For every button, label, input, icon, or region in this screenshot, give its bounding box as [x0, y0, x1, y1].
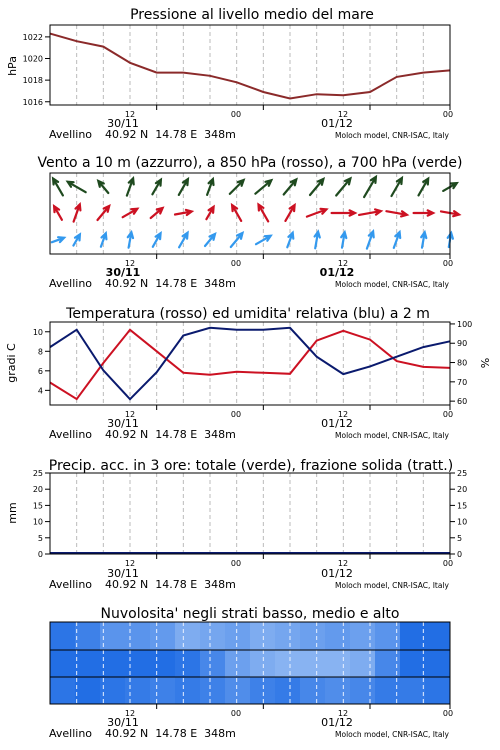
y-tick-label: 100: [457, 319, 473, 329]
y-tick-label: 15: [457, 501, 468, 511]
cloud-cell: [300, 622, 326, 650]
wind-arrow: [392, 178, 402, 196]
y-tick-label: 25: [457, 469, 468, 478]
wind-location: Avellino: [49, 277, 93, 290]
cloud-cell: [250, 650, 276, 677]
cloud-coords: 40.92 N 14.78 E 348m: [105, 727, 236, 740]
wind-arrow: [179, 179, 188, 195]
cloud-cell: [225, 677, 251, 704]
wind-arrow: [315, 232, 320, 249]
y-tick-label: 6: [37, 366, 43, 376]
temp-credit: Moloch model, CNR-ISAC, Italy: [335, 431, 449, 440]
precip-date-label-b: 01/12: [321, 567, 353, 580]
temp-coords: 40.92 N 14.78 E 348m: [105, 428, 236, 441]
cloud-panel: [49, 606, 453, 740]
cloud-cell: [425, 622, 451, 650]
cloud-date-label-a: 30/11: [107, 716, 139, 729]
precip-tick-label-00-b: 00: [442, 559, 454, 568]
y-tick-label: 0: [457, 550, 463, 559]
pressure-yticks: [23, 33, 50, 107]
wind-arrow: [152, 180, 161, 195]
pressure-ylabel: hPa: [6, 56, 19, 76]
cloud-cell: [250, 677, 276, 704]
wind-xticks: [157, 254, 450, 259]
temp-title: Temperatura (rosso) ed umidita' relativa (blu) a 2 m: [66, 306, 430, 322]
cloud-xticks: [157, 704, 450, 709]
wind-title: Vento a 10 m (azzurro), a 850 hPa (rosso), a 700 hPa (verde): [37, 155, 463, 171]
cloud-cell: [425, 650, 451, 677]
y-tick-label: 10: [32, 517, 43, 527]
pressure-coords: 40.92 N 14.78 E 348m: [105, 128, 236, 141]
cloud-cell: [425, 677, 451, 704]
cloud-cell: [50, 677, 76, 704]
precip-ylabel: mm: [6, 502, 19, 524]
cloud-cell: [50, 650, 76, 677]
wind-credit: Moloch model, CNR-ISAC, Italy: [335, 280, 449, 289]
pressure-date-label-a: 30/11: [107, 117, 139, 130]
y-tick-label: 10: [32, 327, 43, 337]
pressure-line: [50, 34, 450, 99]
cloud-cell: [125, 650, 151, 677]
precip-tick-label-00-a: 00: [230, 559, 242, 568]
temp-grid: [77, 322, 424, 405]
cloud-tick-label-12-b: 12: [337, 709, 349, 718]
precip-footer: [49, 559, 453, 591]
cloud-cell: [325, 677, 351, 704]
cloud-date-label-b: 01/12: [321, 716, 353, 729]
temp-panel: [5, 306, 492, 441]
cloud-tick-label-12-a: 12: [124, 709, 136, 718]
cloud-cell: [175, 677, 201, 704]
cloud-cell: [150, 622, 176, 650]
y-tick-label: 20: [32, 485, 43, 495]
pressure-tick-label-00-b: 00: [442, 110, 454, 119]
temp-footer: [49, 410, 453, 441]
wind-tick-label-00-a: 00: [230, 259, 242, 268]
pressure-grid: [77, 25, 424, 105]
cloud-cell: [225, 622, 251, 650]
cloud-cell: [200, 622, 226, 650]
cloud-cell: [75, 677, 101, 704]
pressure-location: Avellino: [49, 128, 93, 141]
cloud-cell: [75, 650, 101, 677]
cloud-cell: [325, 622, 351, 650]
cloud-cell: [125, 677, 151, 704]
cloud-cell: [200, 677, 226, 704]
cloud-cell: [175, 650, 201, 677]
y-tick-label: 80: [457, 358, 468, 368]
precip-title: Precip. acc. in 3 ore: totale (verde), frazione solida (tratt.): [48, 458, 454, 474]
precip-credit: Moloch model, CNR-ISAC, Italy: [335, 581, 449, 590]
cloud-cell: [275, 622, 301, 650]
precip-tick-label-12-b: 12: [337, 559, 349, 568]
y-tick-label: 0: [37, 550, 43, 559]
precip-xticks: [157, 554, 450, 559]
wind-arrow: [52, 237, 64, 242]
cloud-cell: [275, 650, 301, 677]
wind-footer: [49, 259, 453, 290]
temp-date-label-a: 30/11: [107, 417, 139, 430]
cloud-cell: [150, 677, 176, 704]
precip-date-label-a: 30/11: [107, 567, 139, 580]
y-tick-label: 8: [37, 347, 43, 357]
cloud-cell: [275, 677, 301, 704]
wind-panel: [37, 155, 462, 290]
pressure-tick-label-00-a: 00: [230, 110, 242, 119]
pressure-tick-label-12-a: 12: [124, 110, 136, 119]
pressure-title: Pressione al livello medio del mare: [130, 7, 374, 23]
wind-arrow: [74, 204, 81, 221]
pressure-footer: [49, 110, 453, 141]
humidity-line: [50, 328, 450, 399]
temp-tick-label-00-b: 00: [442, 410, 454, 419]
temperature-line: [50, 330, 450, 399]
pressure-xticks: [157, 105, 450, 110]
wind-arrow: [98, 181, 108, 193]
humidity-yticks: [450, 320, 472, 406]
precip-tick-label-12-a: 12: [124, 559, 136, 568]
cloud-cell: [400, 677, 426, 704]
y-tick-label: 4: [37, 386, 43, 396]
cloud-cell: [400, 622, 426, 650]
pressure-panel: [6, 7, 453, 141]
y-tick-label: 25: [32, 469, 43, 478]
temp-tick-label-00-a: 00: [230, 410, 242, 419]
temp-tick-label-12-b: 12: [337, 410, 349, 419]
wind-tick-label-12-a: 12: [124, 259, 136, 268]
precip-grid: [77, 473, 424, 554]
temp-date-label-b: 01/12: [321, 417, 353, 430]
cloud-tick-label-00-a: 00: [230, 709, 242, 718]
cloud-cell: [300, 650, 326, 677]
temp-xticks: [157, 405, 450, 410]
y-tick-label: 70: [457, 377, 468, 387]
wind-tick-label-00-b: 00: [442, 259, 454, 268]
cloud-location: Avellino: [49, 727, 93, 740]
cloud-cell: [400, 650, 426, 677]
cloud-cell: [200, 650, 226, 677]
y-tick-label: 1020: [22, 54, 43, 64]
precip-panel: [6, 458, 467, 591]
wind-arrow: [284, 180, 297, 195]
cloud-cell: [225, 650, 251, 677]
wind-tick-label-12-b: 12: [337, 259, 349, 268]
y-tick-label: 1016: [22, 97, 43, 107]
pressure-date-label-b: 01/12: [321, 117, 353, 130]
wind-arrow: [419, 179, 429, 196]
cloud-cells: [50, 622, 451, 704]
pressure-tick-label-12-b: 12: [337, 110, 349, 119]
temp-frame: [50, 322, 450, 405]
cloud-cell: [175, 622, 201, 650]
wind-arrows: [52, 177, 459, 249]
temp-yticks: [33, 328, 50, 396]
precip-ryticks: [450, 469, 467, 559]
y-tick-label: 20: [457, 485, 468, 495]
precip-frame: [50, 473, 450, 554]
temp-ylabel: gradi C: [5, 343, 18, 383]
cloud-cell: [325, 650, 351, 677]
wind-arrow: [54, 206, 62, 220]
cloud-title: Nuvolosita' negli strati basso, medio e alto: [100, 606, 400, 622]
temp-tick-label-12-a: 12: [124, 410, 136, 419]
wind-coords: 40.92 N 14.78 E 348m: [105, 277, 236, 290]
cloud-footer: [49, 709, 453, 740]
wind-date-label-b: 01/12: [319, 266, 355, 279]
humidity-ylabel: %: [479, 357, 492, 369]
y-tick-label: 90: [457, 339, 468, 349]
cloud-cell: [75, 622, 101, 650]
y-tick-label: 1018: [22, 76, 43, 86]
cloud-cell: [50, 622, 76, 650]
cloud-cell: [350, 622, 376, 650]
precip-coords: 40.92 N 14.78 E 348m: [105, 578, 236, 591]
pressure-frame: [50, 25, 450, 105]
temp-location: Avellino: [49, 428, 93, 441]
y-tick-label: 5: [37, 533, 43, 543]
precip-yticks: [33, 469, 50, 559]
y-tick-label: 15: [32, 501, 43, 511]
wind-arrow: [207, 179, 213, 195]
y-tick-label: 10: [457, 517, 468, 527]
y-tick-label: 60: [457, 397, 468, 407]
wind-arrow: [127, 178, 134, 195]
cloud-tick-label-00-b: 00: [442, 709, 454, 718]
cloud-cell: [350, 650, 376, 677]
cloud-cell: [150, 650, 176, 677]
cloud-cell: [250, 622, 276, 650]
cloud-cell: [350, 677, 376, 704]
cloud-cell: [125, 622, 151, 650]
wind-arrow: [53, 179, 63, 196]
wind-frame: [50, 173, 450, 254]
cloud-credit: Moloch model, CNR-ISAC, Italy: [335, 730, 449, 739]
y-tick-label: 1022: [22, 32, 43, 42]
cloud-cell: [300, 677, 326, 704]
precip-location: Avellino: [49, 578, 93, 591]
wind-date-label-a: 30/11: [105, 266, 141, 279]
pressure-credit: Moloch model, CNR-ISAC, Italy: [335, 131, 449, 140]
y-tick-label: 5: [457, 533, 463, 543]
